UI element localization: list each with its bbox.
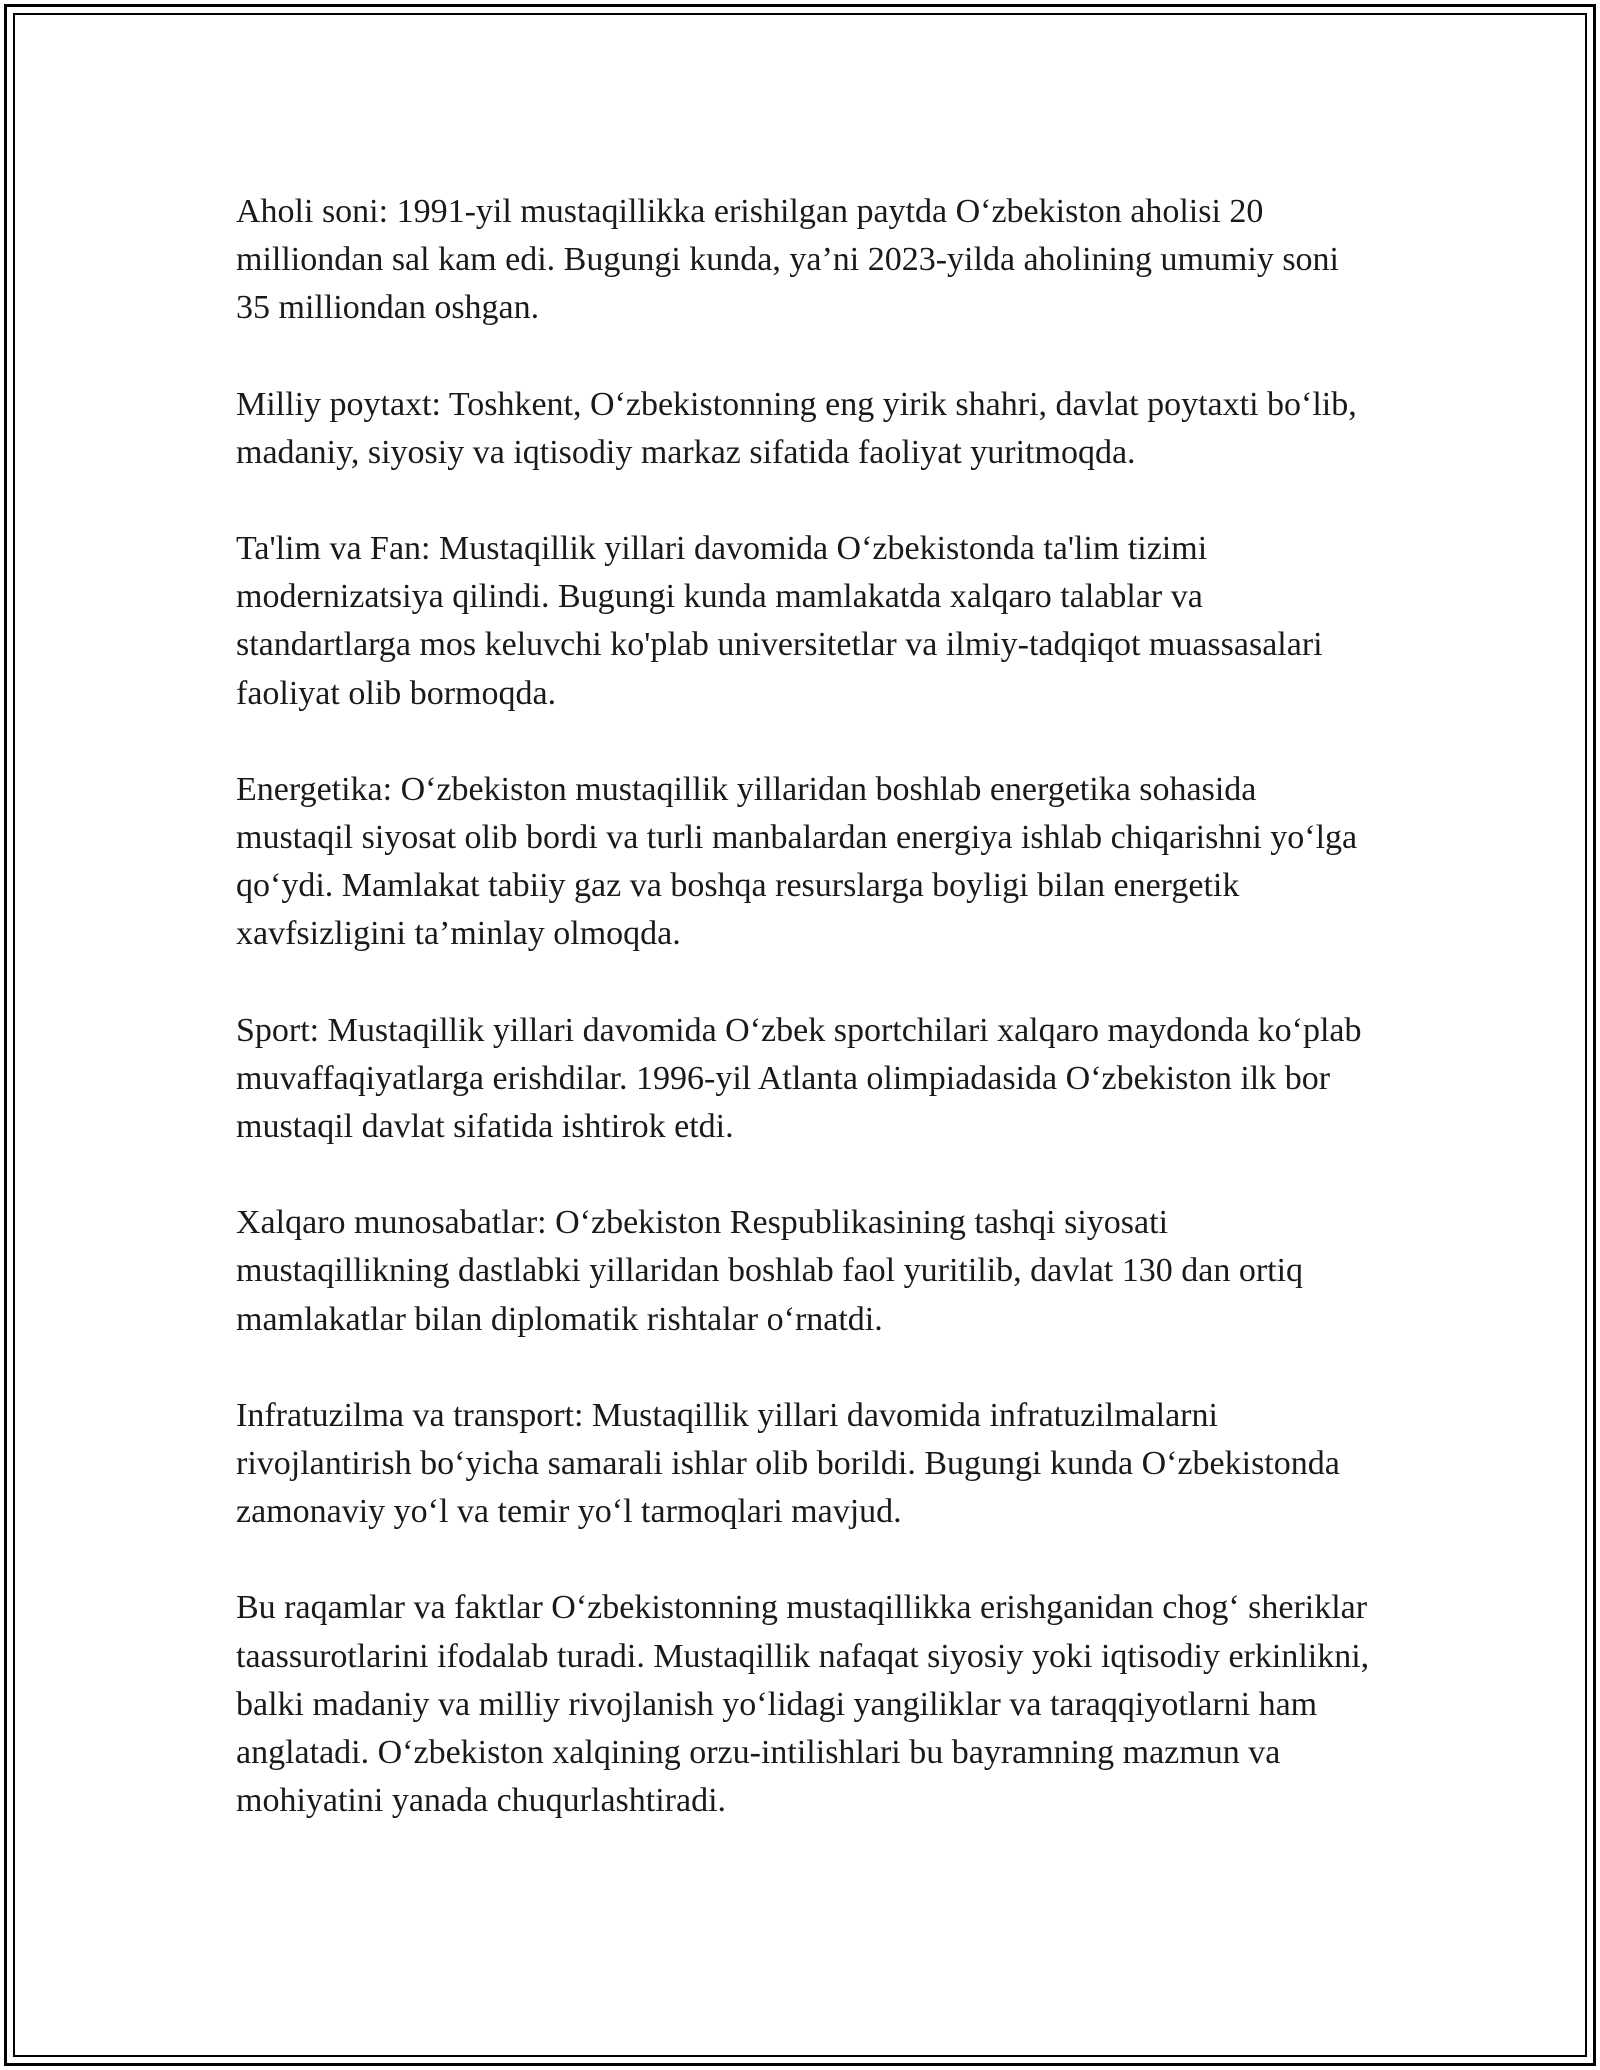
paragraph-international-relations: Xalqaro munosabatlar: O‘zbekiston Respublikasining tashqi siyosati mustaqillikning dastlabki yillaridan boshlab faol yuritilib, davlat 130 dan ortiq mamlakatlar bilan diplomatik rishtalar o‘rnatdi.: [236, 1204, 1304, 1338]
document-body: [236, 188, 1376, 1873]
paragraph-population: Aholi soni: 1991-yil mustaqillikka erishilgan paytda O‘zbekiston aholisi 20 milliondan sal kam edi. Bugungi kunda, ya’ni 2023-yilda aholining umumiy soni 35 milliondan oshgan.: [236, 193, 1339, 327]
paragraph-capital: Milliy poytaxt: Toshkent, O‘zbekistonning eng yirik shahri, davlat poytaxti bo‘lib, madaniy, siyosiy va iqtisodiy markaz sifatida faoliyat yuritmoqda.: [236, 385, 1357, 471]
paragraph-energy: Energetika: O‘zbekiston mustaqillik yillaridan boshlab energetika sohasida mustaqil siyosat olib bordi va turli manbalardan energiya ishlab chiqarishni yo‘lga qo‘ydi. Mamlakat tabiiy gaz va boshqa resurslarga boyligi bilan energetik xavfsizligini ta’minlay olmoqda.: [236, 770, 1358, 953]
paragraph-infrastructure: Infratuzilma va transport: Mustaqillik yillari davomida infratuzilmalarni rivojlantirish bo‘yicha samarali ishlar olib borildi. Bugungi kunda O‘zbekistonda zamonaviy yo‘l va temir yo‘l tarmoqlari mavjud.: [236, 1396, 1340, 1531]
paragraph-conclusion: Bu raqamlar va faktlar O‘zbekistonning mustaqillikka erishganidan chog‘ sheriklar taassurotlarini ifodalab turadi. Mustaqillik nafaqat siyosiy yoki iqtisodiy erkinlikni, balki madaniy va milliy rivojlanish yo‘lidagi yangiliklar va taraqqiyotlarni ham anglatadi. O‘zbekiston xalqining orzu-intilishlari bu bayramning mazmun va mohiyatini yanada chuqurlashtiradi.: [236, 1589, 1370, 1820]
paragraph-education: Ta'lim va Fan: Mustaqillik yillari davomida O‘zbekistonda ta'lim tizimi modernizatsiya qilindi. Bugungi kunda mamlakatda xalqaro talablar va standartlarga mos keluvchi ko'plab universitetlar va ilmiy-tadqiqot muassasalari faoliyat olib bormoqda.: [236, 530, 1323, 712]
paragraph-sport: Sport: Mustaqillik yillari davomida O‘zbek sportchilari xalqaro maydonda ko‘plab muvaffaqiyatlarga erishdilar. 1996-yil Atlanta olimpiadasida O‘zbekiston ilk bor mustaqil davlat sifatida ishtirok etdi.: [236, 1011, 1362, 1146]
